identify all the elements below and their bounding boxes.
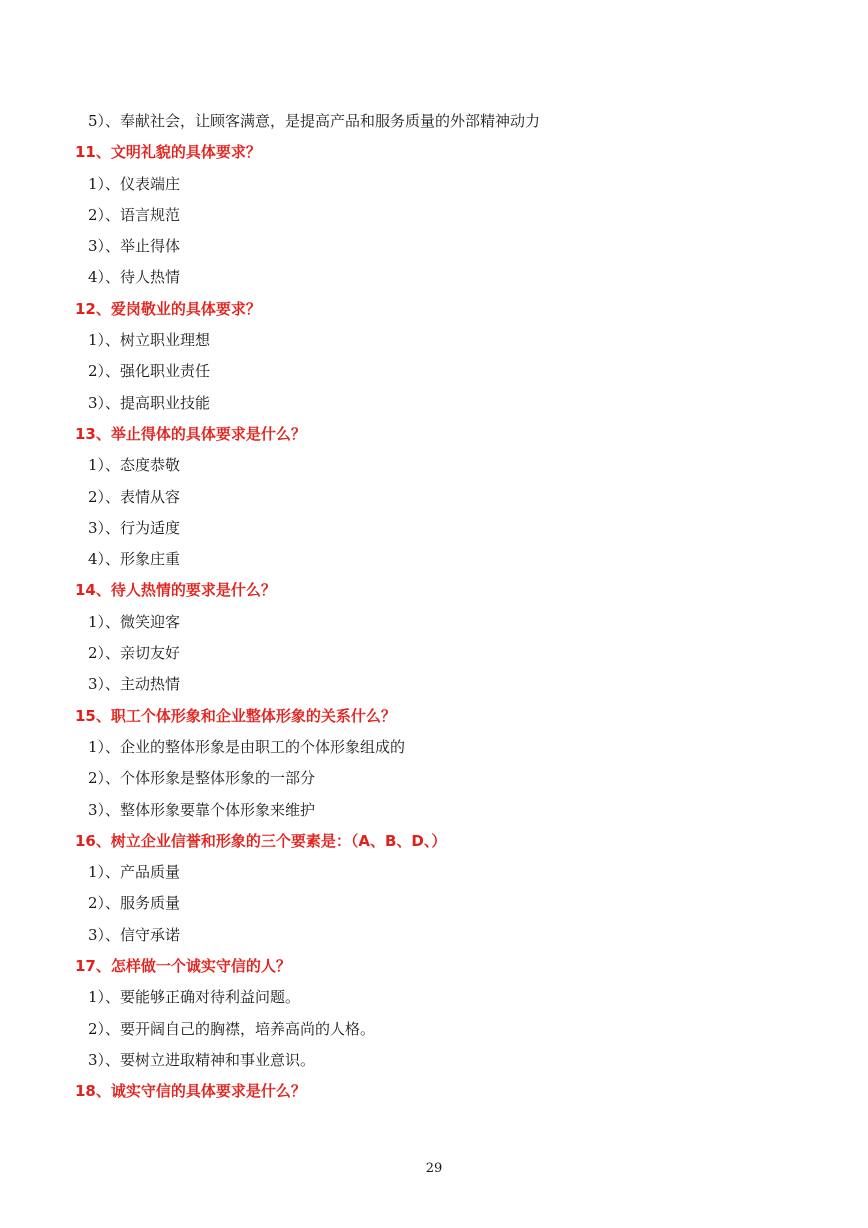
document-body (0, 106, 868, 1108)
question-heading: 17、怎样做一个诚实守信的人？ (75, 957, 291, 976)
list-item: 4）、待人热情 (88, 268, 181, 287)
question-heading: 14、待人热情的要求是什么？ (75, 581, 276, 600)
list-item: 3）、要树立进取精神和事业意识。 (88, 1050, 316, 1069)
list-item: 3）、举止得体 (88, 237, 181, 256)
list-item: 2）、服务质量 (88, 894, 181, 913)
list-item: 1）、微笑迎客 (88, 612, 181, 631)
question-heading: 16、树立企业信誉和形象的三个要素是：（A、B、D、） (75, 831, 447, 850)
list-item: 1）、树立职业理想 (88, 331, 211, 350)
question-heading: 11、文明礼貌的具体要求？ (75, 143, 261, 162)
list-item: 2）、要开阔自己的胸襟，培养高尚的人格。 (88, 1019, 376, 1038)
list-item: 2）、语言规范 (88, 205, 181, 224)
page-number: 29 (425, 1161, 443, 1176)
list-item: 3）、行为适度 (88, 518, 181, 537)
list-item: 2）、表情从容 (88, 487, 181, 506)
list-item: 1）、产品质量 (88, 863, 181, 882)
question-heading: 13、举止得体的具体要求是什么？ (75, 424, 306, 443)
list-item: 5）、奉献社会，让顾客满意，是提高产品和服务质量的外部精神动力 (88, 112, 541, 130)
list-item: 1）、仪表端庄 (88, 174, 181, 193)
list-item: 3）、主动热情 (88, 675, 181, 694)
list-item: 4）、形象庄重 (88, 550, 181, 569)
list-item: 1）、企业的整体形象是由职工的个体形象组成的 (88, 737, 406, 756)
question-heading: 18、诚实守信的具体要求是什么？ (75, 1082, 306, 1101)
list-item: 1）、态度恭敬 (88, 456, 181, 475)
list-item: 3）、信守承诺 (88, 925, 181, 944)
list-item: 2）、亲切友好 (88, 644, 181, 663)
question-heading: 12、爱岗敬业的具体要求？ (75, 299, 261, 318)
question-heading: 15、职工个体形象和企业整体形象的关系什么？ (75, 706, 396, 725)
list-item: 3）、整体形象要靠个体形象来维护 (88, 800, 316, 819)
list-item: 3）、提高职业技能 (88, 393, 211, 412)
list-item: 2）、强化职业责任 (88, 362, 211, 381)
list-item: 2）、个体形象是整体形象的一部分 (88, 769, 316, 788)
list-item: 1）、要能够正确对待利益问题。 (88, 988, 301, 1007)
